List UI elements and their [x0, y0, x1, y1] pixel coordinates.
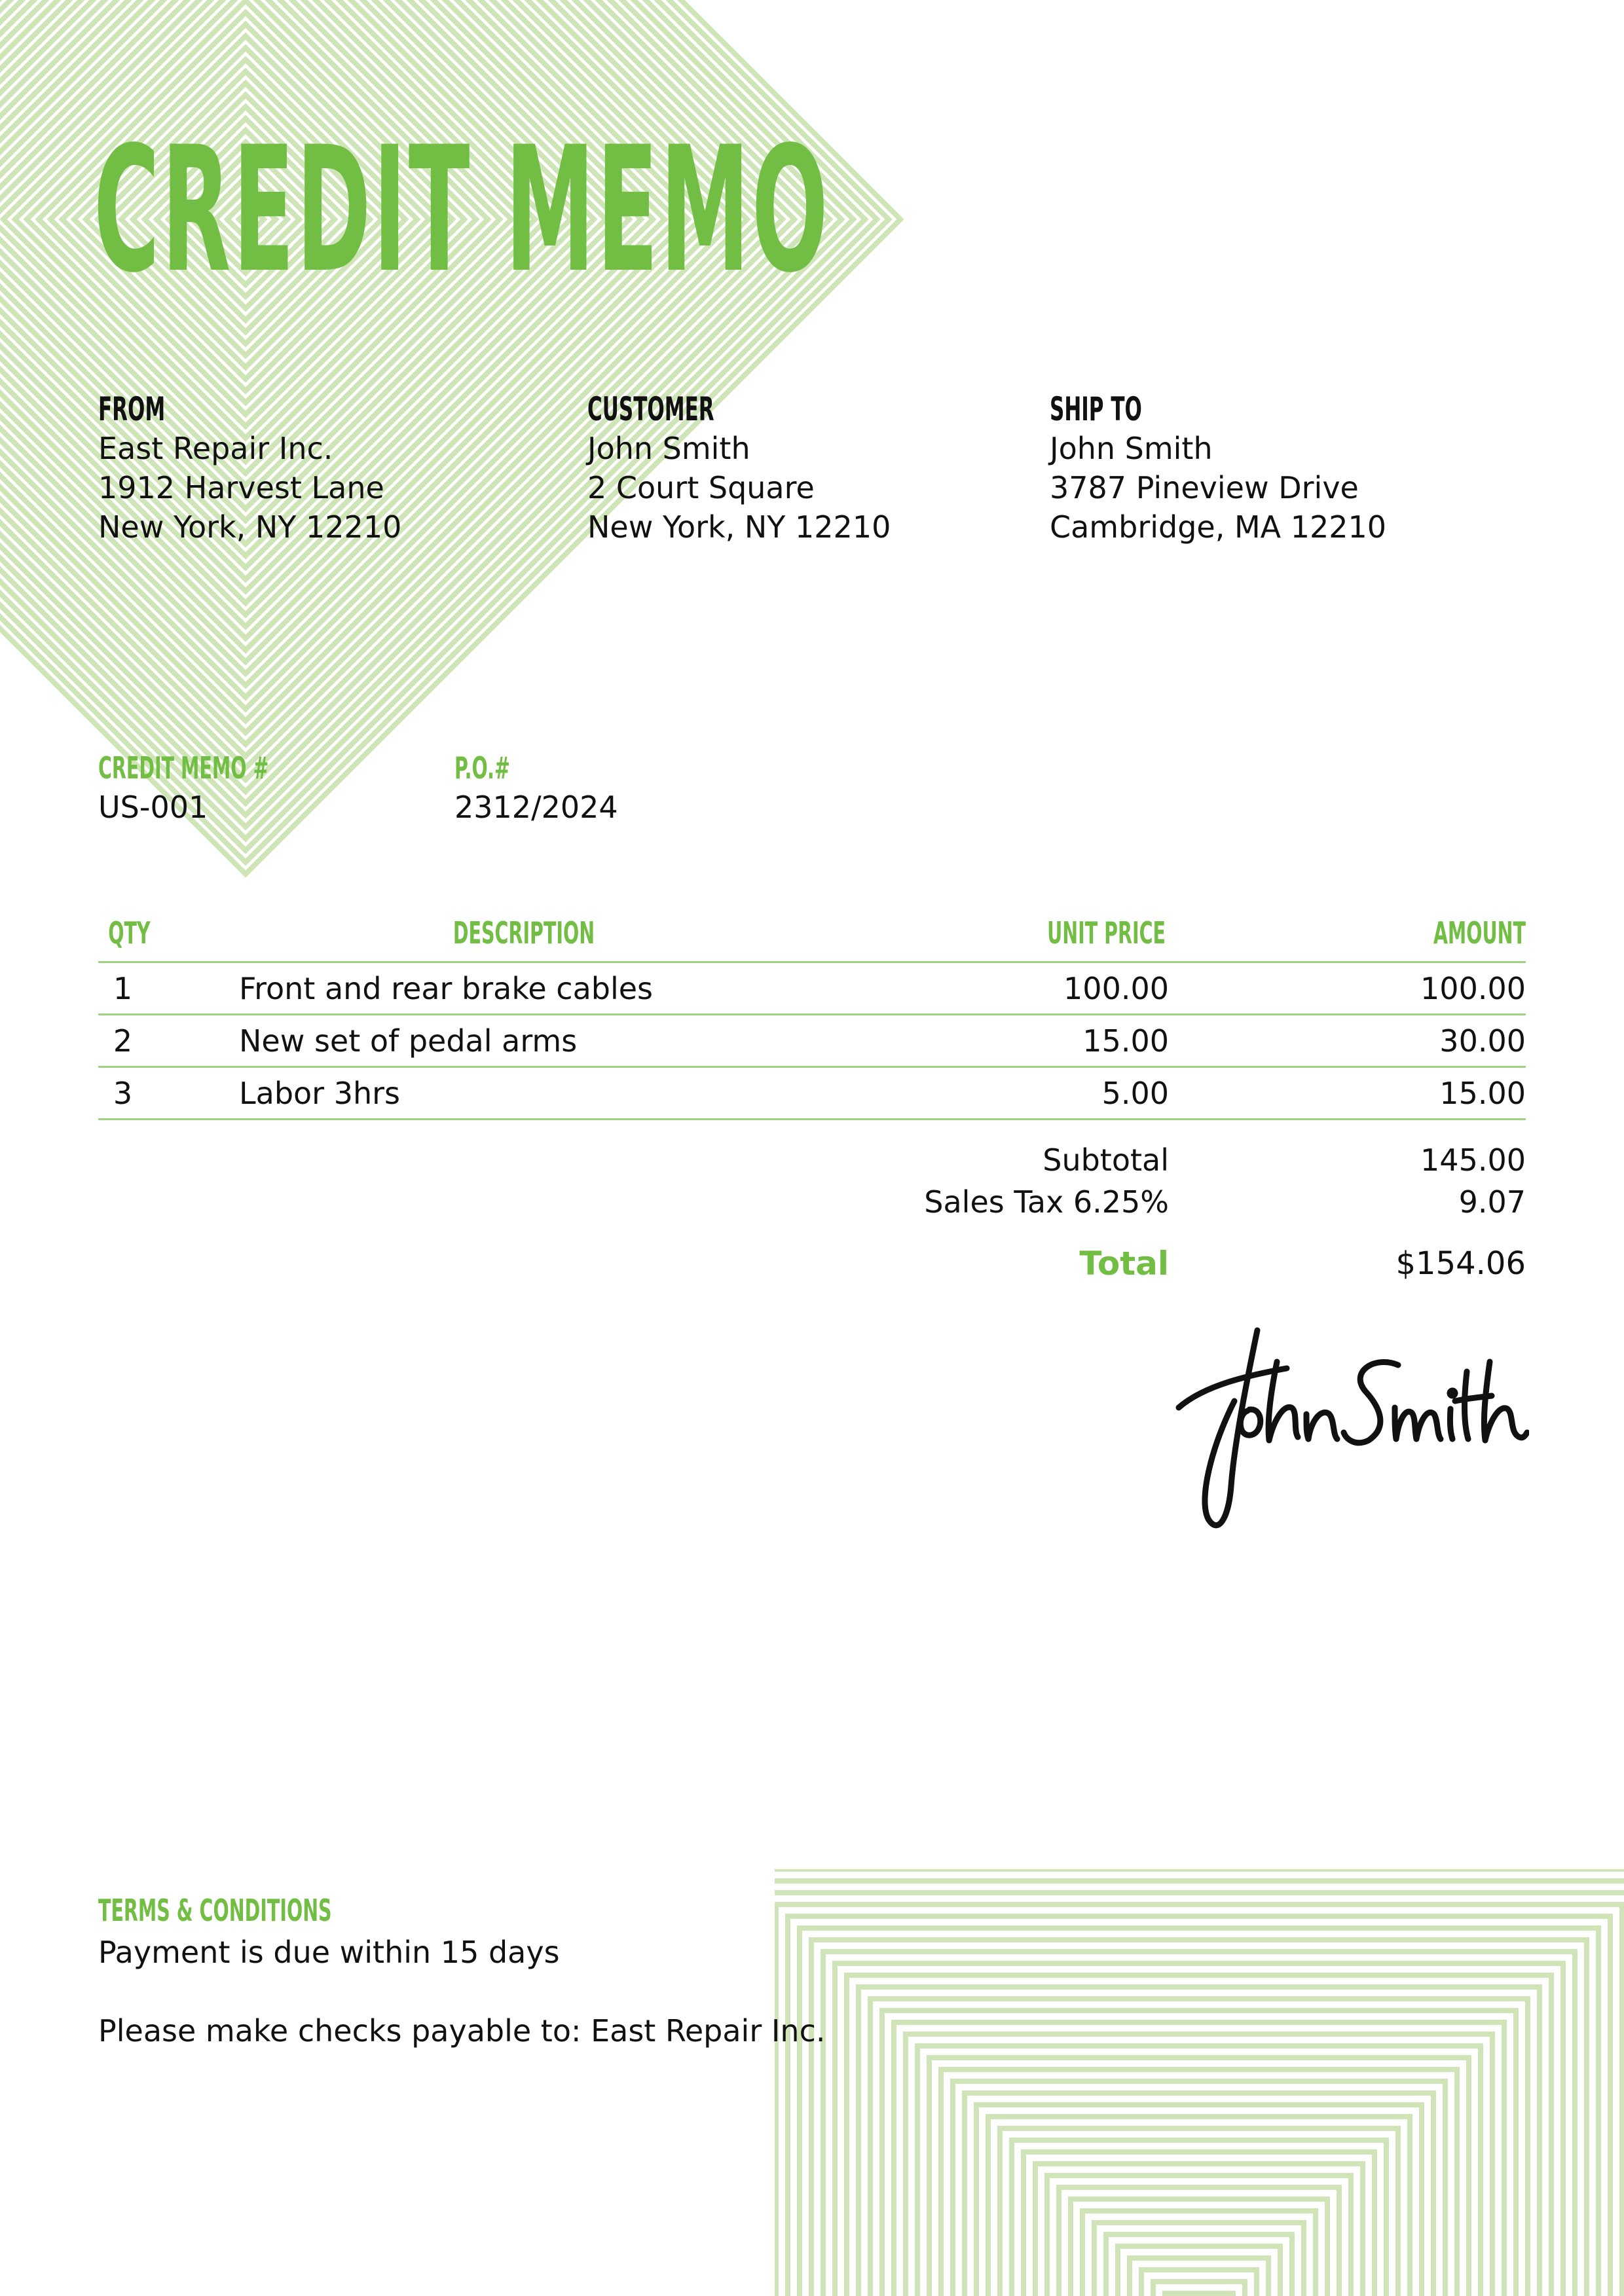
col-header-qty: QTY	[108, 915, 151, 951]
table-row	[0, 1021, 1624, 1067]
ship-to-block	[1050, 390, 1386, 547]
row-description: Labor 3hrs	[239, 1076, 400, 1111]
table-bottom-rule	[98, 1118, 1526, 1120]
memo-number: US-001	[98, 790, 208, 825]
from-line: New York, NY 12210	[98, 509, 402, 545]
total-label: Total	[1079, 1245, 1169, 1283]
decorative-stripe-pattern	[775, 1869, 1624, 2296]
row-qty: 3	[113, 1076, 133, 1111]
po-label: P.O.#	[454, 750, 510, 786]
memo-number-label: CREDIT MEMO #	[98, 750, 269, 786]
row-qty: 1	[113, 971, 133, 1006]
po-block	[454, 750, 618, 827]
from-line: 1912 Harvest Lane	[98, 470, 384, 505]
row-unit-price: 5.00	[1101, 1076, 1169, 1111]
ship-to-line: John Smith	[1050, 431, 1213, 466]
tax-value: 9.07	[1458, 1184, 1526, 1220]
from-label: FROM	[98, 390, 166, 428]
row-divider	[98, 1013, 1526, 1015]
row-qty: 2	[113, 1023, 133, 1059]
from-line: East Repair Inc.	[98, 431, 333, 466]
customer-line: John Smith	[587, 431, 750, 466]
customer-line: 2 Court Square	[587, 470, 815, 505]
tax-label: Sales Tax 6.25%	[924, 1184, 1169, 1220]
row-amount: 100.00	[1420, 971, 1526, 1006]
row-amount: 30.00	[1439, 1023, 1526, 1059]
from-block	[98, 390, 401, 547]
customer-line: New York, NY 12210	[587, 509, 891, 545]
table-row	[0, 1074, 1624, 1120]
total-value: $154.06	[1395, 1245, 1526, 1282]
row-unit-price: 100.00	[1063, 971, 1169, 1006]
page-title: CREDIT MEMO	[94, 110, 830, 311]
customer-block	[587, 390, 891, 547]
col-header-amount: AMOUNT	[1433, 915, 1526, 951]
row-description: New set of pedal arms	[239, 1023, 578, 1059]
po-number: 2312/2024	[454, 790, 618, 825]
terms-line: Payment is due within 15 days	[98, 1935, 560, 1970]
ship-to-label: SHIP TO	[1050, 390, 1142, 428]
subtotal-value: 145.00	[1420, 1142, 1526, 1178]
row-unit-price: 15.00	[1082, 1023, 1169, 1059]
col-header-description: DESCRIPTION	[452, 915, 595, 951]
row-description: Front and rear brake cables	[239, 971, 654, 1006]
terms-label: TERMS & CONDITIONS	[98, 1893, 332, 1928]
signature	[1172, 1322, 1529, 1539]
memo-number-block	[98, 750, 373, 827]
terms-line: Please make checks payable to: East Repair Inc.	[98, 2013, 826, 2049]
table-header-rule	[98, 961, 1526, 963]
terms-block	[98, 1892, 826, 2050]
ship-to-line: Cambridge, MA 12210	[1050, 509, 1387, 545]
row-amount: 15.00	[1439, 1076, 1526, 1111]
ship-to-line: 3787 Pineview Drive	[1050, 470, 1359, 505]
table-row	[0, 969, 1624, 1015]
subtotal-label: Subtotal	[1043, 1142, 1169, 1178]
row-divider	[98, 1066, 1526, 1068]
col-header-unit-price: UNIT PRICE	[1047, 915, 1166, 951]
customer-label: CUSTOMER	[587, 390, 714, 428]
